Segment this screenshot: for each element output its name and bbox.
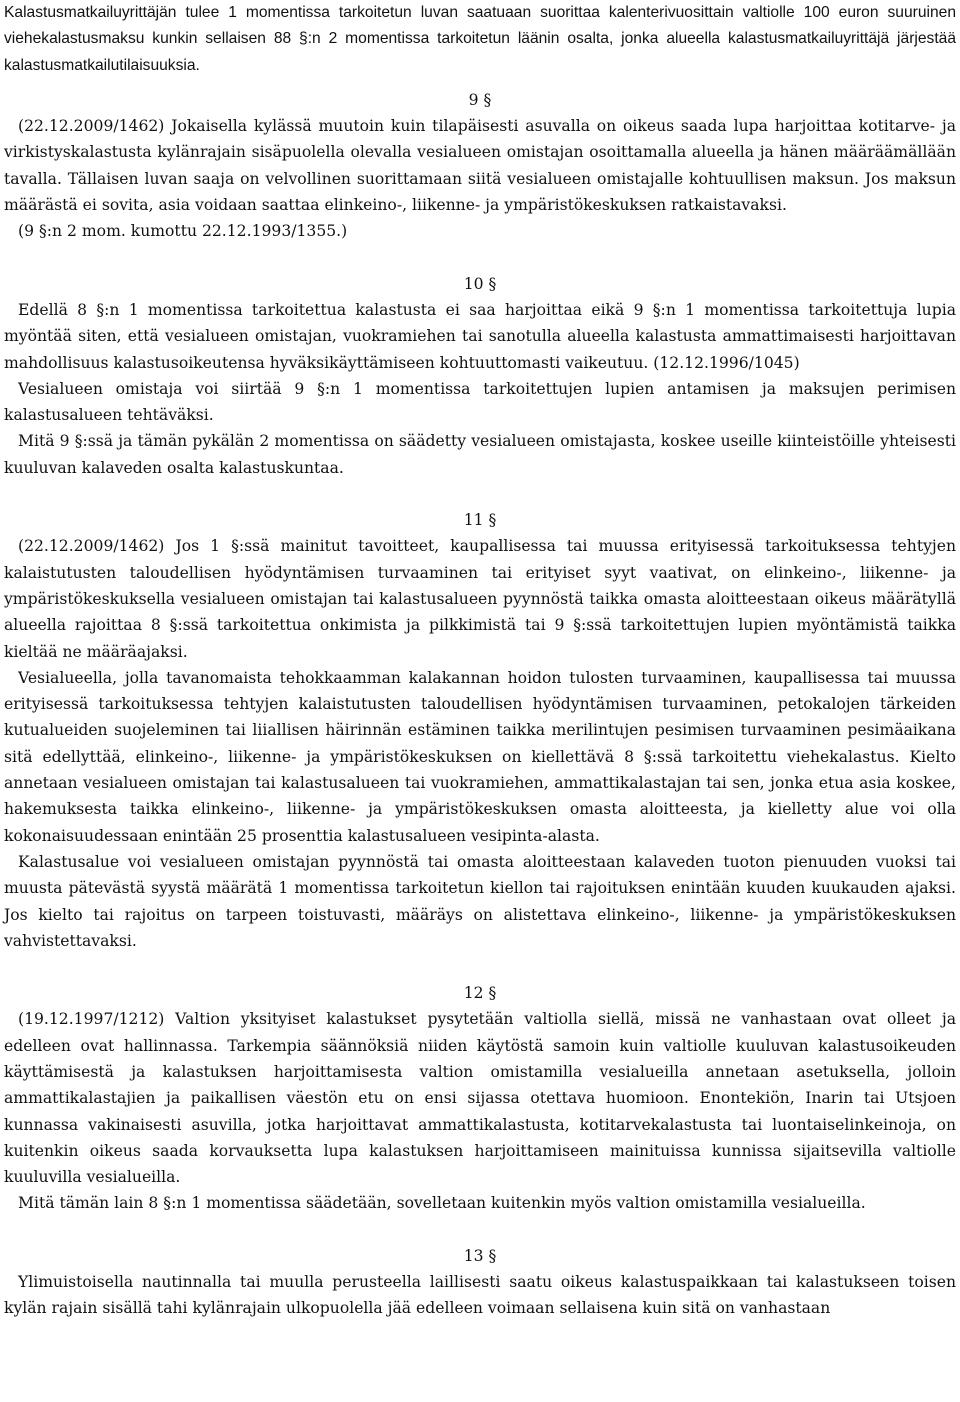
section-11 xyxy=(4,507,956,954)
section-heading: 11 § xyxy=(463,511,497,530)
section-paragraph: (19.12.1997/1212) Valtion yksityiset kalastukset pysytetään valtiolla siellä, missä ne vanhastaan ovat olleet ja edelleen ovat hallinnassa. Tarkempia säännöksiä niiden käytöstä samoin kuin valtiolle kuuluvan kalastusoikeuden käyttämisestä ja kalastuksen harjoittamisesta valtion omistamilla vesialueilla annetaan asetuksella, jolloin ammattikalastajien ja paikallisen väestön etu on ensi sijassa otettava huomioon. Enontekiön, Inarin tai Utsjoen kunnassa vakinaisesti asuvilla, jotka harjoittavat ammattikalastusta, kotitarvekalastusta tai luontaiselinkeinoja, on kuitenkin oikeus saada korvauksetta lupa kalastuksen harjoittamiseen mainituissa kunnissa sijaitsevilla valtiolle kuuluvilla vesialueilla. xyxy=(4,1010,956,1187)
section-heading: 10 § xyxy=(463,274,497,293)
section-10 xyxy=(4,271,956,481)
section-paragraph: Ylimuistoisella nautinnalla tai muulla perusteella laillisesti saatu oikeus kalastuspaikkaan tai kalastukseen toisen kylän rajain sisällä tahi kylänrajain ulkopuolella jää edelleen voimaan sellaisena kuin sitä on vanhastaan xyxy=(4,1273,956,1318)
repeal-note: (9 §:n 2 mom. kumottu 22.12.1993/1355.) xyxy=(18,222,348,241)
section-paragraph: Mitä 9 §:ssä ja tämän pykälän 2 momentissa on säädetty vesialueen omistajasta, koskee useille kiinteistöille yhteisesti kuuluvan kalaveden osalta kalastuskuntaa. xyxy=(4,432,956,477)
section-paragraph: (22.12.2009/1462) Jokaisella kylässä muutoin kuin tilapäisesti asuvalla on oikeus saada lupa harjoittaa kotitarve- ja virkistyskalastusta kylänrajain sisäpuolella olevalla vesialueen omistajan osoittamalla alueella ja hänen määräämällään tavalla. Tällaisen luvan saaja on velvollinen suorittamaan siitä vesialueen omistajalle kohtuullisen maksun. Jos maksun määrästä ei sovita, asia voidaan saattaa elinkeino-, liikenne- ja ympäristökeskuksen ratkaistavaksi. xyxy=(4,117,956,215)
section-paragraph: Kalastusalue voi vesialueen omistajan pyynnöstä tai omasta aloitteestaan kalaveden tuoton pienuuden vuoksi tai muusta pätevästä syystä määrätä 1 momentissa tarkoitetun kiellon tai rajoituksen enintään kuuden kuukauden ajaksi. Jos kielto tai rajoitus on tarpeen toistuvasti, määräys on alistettava elinkeino-, liikenne- ja ympäristökeskuksen vahvistettavaksi. xyxy=(4,852,956,950)
section-paragraph: Vesialueella, jolla tavanomaista tehokkaamman kalakannan hoidon tulosten turvaaminen, kaupallisessa tai muussa erityisessä tarkoituksessa tehtyjen kalaistutusten taloudellisen hyödyntämisen turvaaminen, petokalojen tärkeiden kutualueiden suojeleminen tai liiallisen häirinnän estäminen taikka merilintujen pesimisen turvaaminen pesimäaikana sitä edellyttää, elinkeino-, liikenne- ja ympäristökeskuksen on kiellettävä 8 §:ssä tarkoitettu viehekalastus. Kielto annetaan vesialueen omistajan tai kalastusalueen tai vuokramiehen, ammattikalastajan tai sen, jonka etua asia koskee, hakemuksesta taikka elinkeino-, liikenne- ja ympäristökeskuksen omasta aloitteesta, ja kielletty alue voi olla kokonaisuudessaan enintään 25 prosenttia kalastusalueen vesipinta-alasta. xyxy=(4,668,956,845)
section-9 xyxy=(4,87,956,245)
section-heading: 9 § xyxy=(468,90,492,109)
section-13 xyxy=(4,1243,956,1322)
section-paragraph: Edellä 8 §:n 1 momentissa tarkoitettua kalastusta ei saa harjoittaa eikä 9 §:n 1 momentissa tarkoitettuja lupia myöntää siten, että vesialueen omistajan, vuokramiehen tai sanotulla alueella kalastusta ammattimaisesti harjoittavan mahdollisuus kalastusoikeutensa hyväksikäyttämiseen kohtuuttomasti vaikeutuu. (12.12.1996/1045) xyxy=(4,300,956,372)
section-12 xyxy=(4,980,956,1217)
section-paragraph: (22.12.2009/1462) Jos 1 §:ssä mainitut tavoitteet, kaupallisessa tai muussa erityisessä tarkoituksessa tehtyjen kalaistutusten taloudellisen hyödyntämisen turvaaminen tai erityiset syyt vaativat, on elinkeino-, liikenne- ja ympäristökeskuksella vesialueen omistajan tai kalastusalueen pyynnöstä taikka omasta aloitteestaan oikeus määrätyllä alueella rajoittaa 8 §:ssä tarkoitettua onkimista ja pilkkimistä tai 9 §:ssä tarkoitettujen lupien myöntämistä taikka kieltää ne määräajaksi. xyxy=(4,537,956,661)
section-heading: 12 § xyxy=(463,984,497,1003)
statute-page xyxy=(4,0,956,1322)
intro-paragraph: Kalastusmatkailuyrittäjän tulee 1 momentissa tarkoitetun luvan saatuaan suorittaa kalenterivuosittain valtiolle 100 euron suuruinen viehekalastusmaksu kunkin sellaisen 88 §:n 2 momentissa tarkoitetun läänin osalta, jonka alueella kalastusmatkailuyrittäjä järjestää kalastusmatkailutilaisuuksia. xyxy=(4,4,956,74)
section-heading: 13 § xyxy=(463,1246,497,1265)
section-paragraph: Vesialueen omistaja voi siirtää 9 §:n 1 momentissa tarkoitettujen lupien antamisen ja maksujen perimisen kalastusalueen tehtäväksi. xyxy=(4,379,956,425)
section-paragraph: Mitä tämän lain 8 §:n 1 momentissa säädetään, sovelletaan kuitenkin myös valtion omistamilla vesialueilla. xyxy=(18,1194,866,1213)
